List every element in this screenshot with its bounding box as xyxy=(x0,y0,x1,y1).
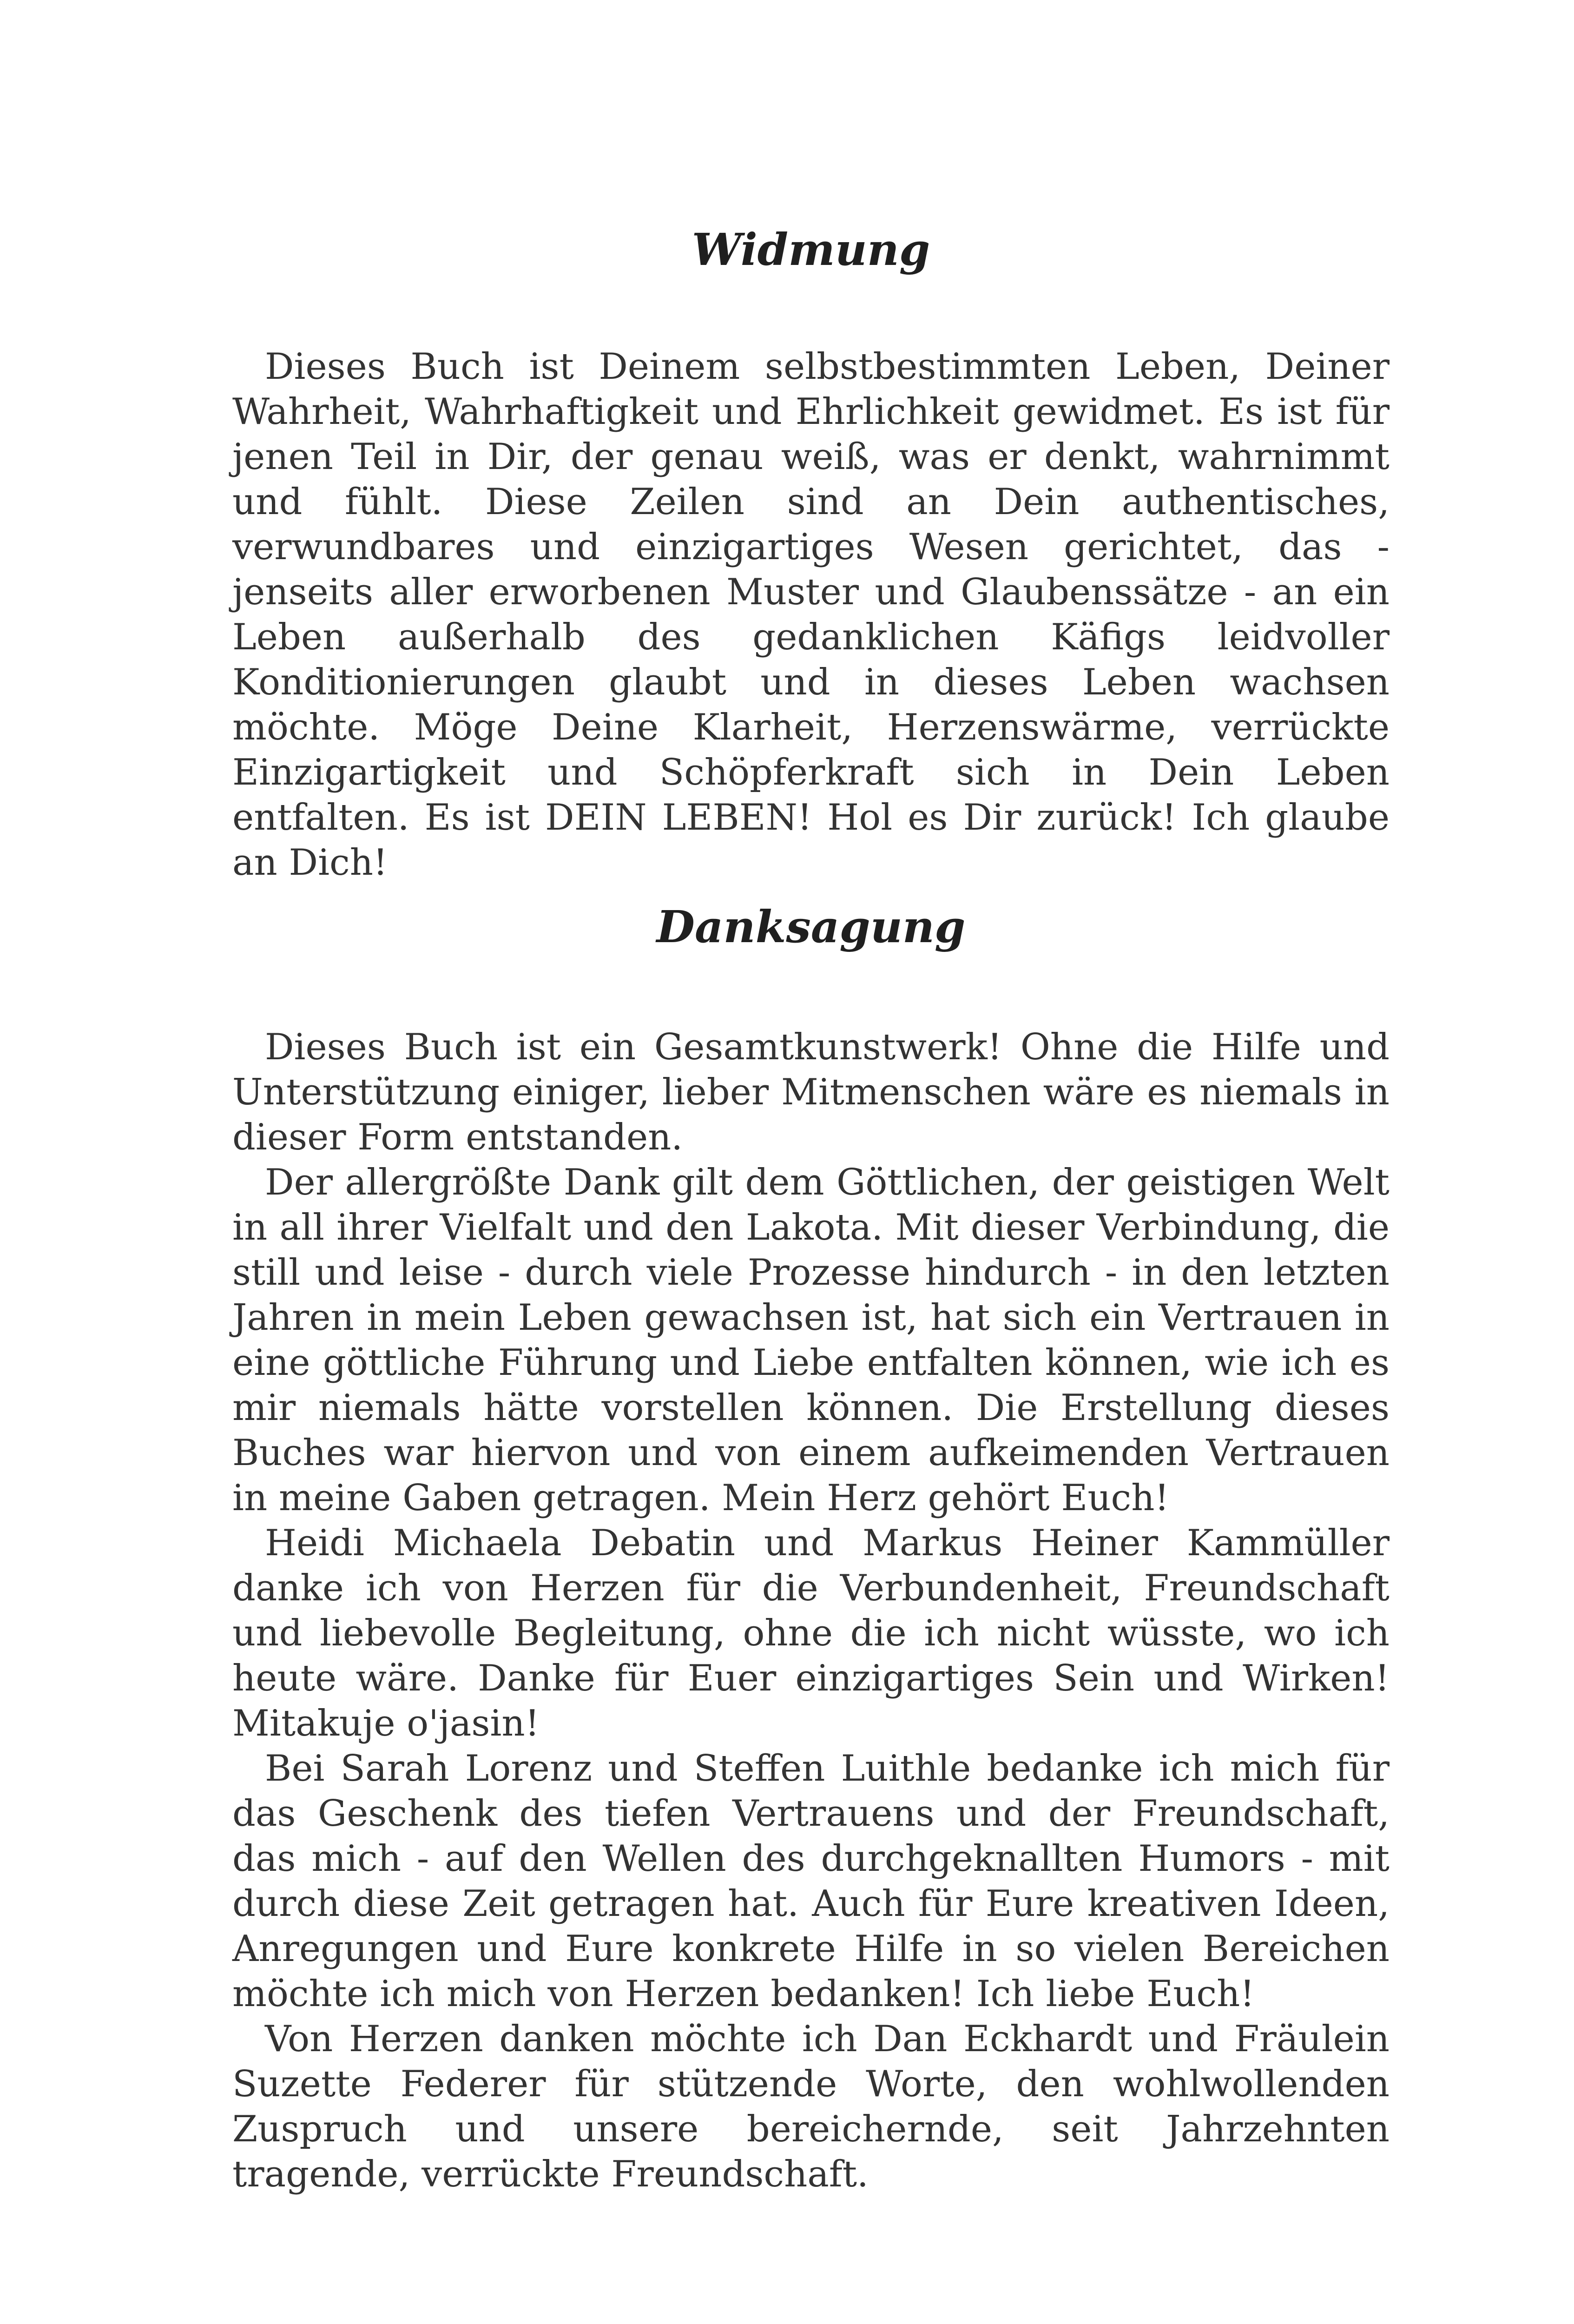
acknowledgements-paragraph: Heidi Michaela Debatin und Markus Heiner Kammüller danke ich von Herzen für die Verbundenheit, Freundschaft und liebevolle Begleitung, ohne die ich nicht wüsste, wo ich heute wäre. Danke für Euer einzigartiges Sein und Wirken! Mitakuje o'jasin! xyxy=(232,1522,1390,1744)
acknowledgements-title: Danksagung xyxy=(656,901,966,953)
dedication-paragraph: Dieses Buch ist Deinem selbstbestimmten Leben, Deiner Wahrheit, Wahrhaftigkeit und Ehrlichkeit gewidmet. Es ist für jenen Teil in Dir, der genau weiß, was er denkt, wahrnimmt und fühlt. Diese Zeilen sind an Dein authentisches, verwundbares und einzigartiges Wesen gerichtet, das - jenseits aller erworbenen Muster und Glaubenssätze - an ein Leben außerhalb des gedanklichen Käfigs leidvoller Konditionierungen glaubt und in dieses Leben wachsen möchte. Möge Deine Klarheit, Herzenswärme, verrückte Einzigartigkeit und Schöpferkraft sich in Dein Leben entfalten. Es ist DEIN LEBEN! Hol es Dir zurück! Ich glaube an Dich! xyxy=(232,346,1390,884)
acknowledgements-paragraph: Dieses Buch ist ein Gesamtkunstwerk! Ohne die Hilfe und Unterstützung einiger, lieber Mitmenschen wäre es niemals in dieser Form entstanden. xyxy=(232,1026,1390,1158)
acknowledgements-section xyxy=(232,899,1390,2197)
acknowledgements-paragraph: Bei Sarah Lorenz und Steffen Luithle bedanke ich mich für das Geschenk des tiefen Vertrauens und der Freundschaft, das mich - auf den Wellen des durchgeknallten Humors - mit durch diese Zeit getragen hat. Auch für Eure kreativen Ideen, Anregungen und Eure konkrete Hilfe in so vielen Bereichen möchte ich mich von Herzen bedanken! Ich liebe Euch! xyxy=(232,1748,1390,2015)
acknowledgements-body xyxy=(232,1025,1390,2197)
dedication-section xyxy=(232,222,1390,885)
acknowledgements-paragraph: Der allergrößte Dank gilt dem Göttlichen, der geistigen Welt in all ihrer Vielfalt und den Lakota. Mit dieser Verbindung, die still und leise - durch viele Prozesse hindurch - in den letzten Jahren in mein Leben gewachsen ist, hat sich ein Vertrauen in eine göttliche Führung und Liebe entfalten können, wie ich es mir niemals hätte vorstellen können. Die Erstellung dieses Buches war hiervon und von einem aufkeimenden Vertrauen in meine Gaben getragen. Mein Herz gehört Euch! xyxy=(232,1162,1390,1519)
dedication-title: Widmung xyxy=(692,224,930,276)
acknowledgements-paragraph: Von Herzen danken möchte ich Dan Eckhardt und Fräulein Suzette Federer für stützende Worte, den wohlwollenden Zuspruch und unsere bereichernde, seit Jahrzehnten tragende, verrückte Freundschaft. xyxy=(232,2018,1390,2195)
